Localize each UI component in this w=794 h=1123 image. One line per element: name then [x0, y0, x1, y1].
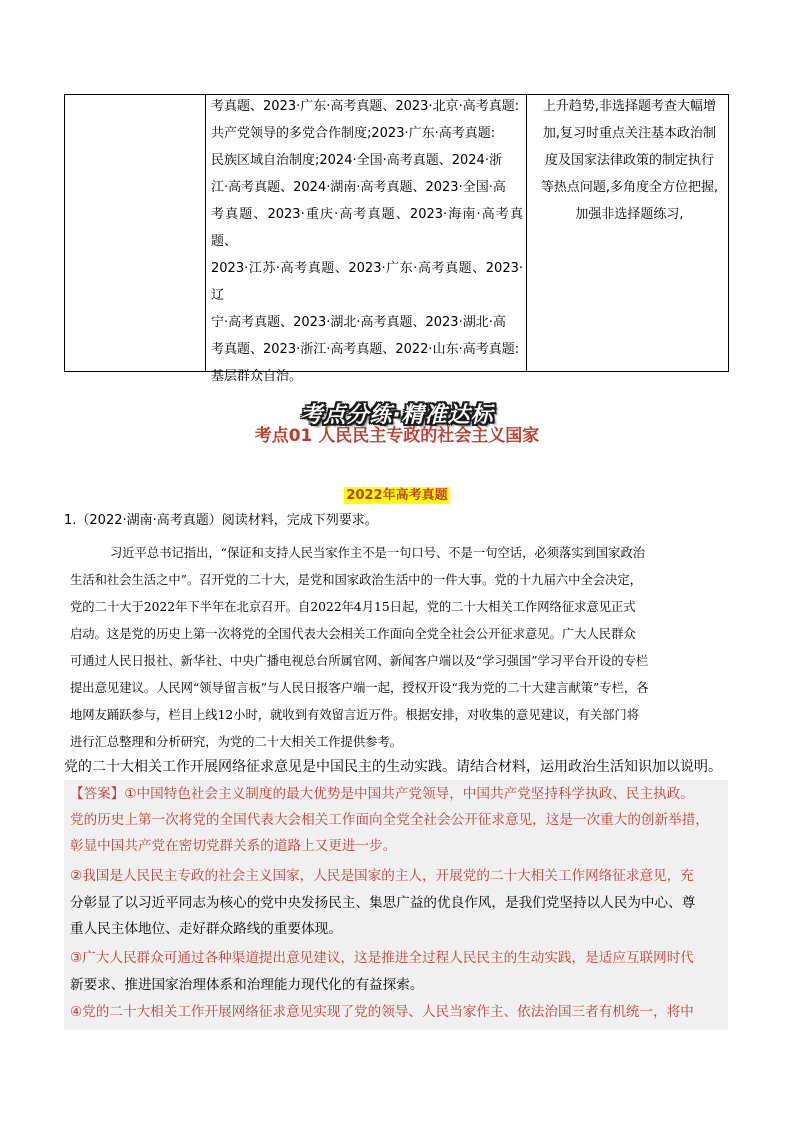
table-cell-line: 考真题、2023·浙江·高考真题、2022·山东·高考真题:: [211, 342, 520, 357]
table-divider: [526, 95, 527, 371]
table-cell-line: 2023·江苏·高考真题、2023·广东·高考真题、2023·辽: [211, 261, 523, 303]
answer-line: [70, 782, 694, 802]
answer-text: ④党的二十大相关工作开展网络征求意见实现了党的领导、人民当家作主、依法治国三者有机统一，将中: [70, 1004, 694, 1020]
material-line: 进行汇总整理和分析研究，为党的二十大相关工作提供参考。: [70, 735, 403, 749]
answer-text: 新要求、推进国家治理体系和治理能力现代化的有益探索。: [70, 977, 424, 993]
answer-text: 分彰显了以习近平同志为核心的党中央发扬民主、集思广益的优良作风，是我们党坚持以人民为中心、尊: [70, 895, 696, 911]
table-cell-line: 江·高考真题、2024·湖南·高考真题、2023·全国·高: [211, 180, 506, 195]
material-line: 生活和社会生活之中”。召开党的二十大，是党和国家政治生活中的一件大事。党的十九届六中全会决定，: [70, 573, 642, 587]
material-line: 党的二十大于2022年下半年在北京召开。自2022年4月15日起，党的二十大相关工作网络征求意见正式: [70, 600, 636, 614]
answer-text: ③广大人民群众可通过各种渠道提出意见建议，这是推进全过程人民民主的生动实践，是适应互联网时代: [70, 950, 694, 966]
table-cell-line: 基层群众自治。: [211, 369, 303, 384]
table-cell-line: 等热点问题,多角度全方位把握,: [540, 180, 719, 195]
table-cell-advice: [531, 93, 728, 228]
answer-text: ②我国是人民民主专政的社会主义国家，人民是国家的主人，开展党的二十大相关工作网络征求意见，充: [70, 868, 694, 884]
section-banner: 考点分练·精准达标: [300, 403, 494, 428]
answer-label: 【答案】: [70, 786, 125, 802]
material-line: 可通过人民日报社、新华社、中央广播电视总台所属官网、新闻客户端以及“学习强国”学习平台开设的专栏: [70, 654, 649, 668]
table-cell-line: 宁·高考真题、2023·湖北·高考真题、2023·湖北·高: [211, 315, 506, 330]
table-cell-line: 度及国家法律政策的制定执行: [544, 153, 714, 168]
table-cell-line: 上升趋势,非选择题考查大幅增: [542, 99, 717, 114]
summary-table: [64, 94, 729, 384]
table-divider: [205, 95, 206, 371]
table-cell-line: 加,复习时重点关注基本政治制: [542, 126, 717, 141]
material-line: 启动。这是党的历史上第一次将党的全国代表大会相关工作面向全党全社会公开征求意见。广大人民群众: [70, 627, 636, 641]
material-line: 地网友踊跃参与，栏目上线12小时，就收到有效留言近万件。根据安排，对收集的意见建议，有关部门将: [70, 708, 640, 722]
table-cell-line: 考真题、2023·广东·高考真题、2023·北京·高考真题:: [211, 99, 520, 114]
table-cell-line: 考真题、2023·重庆·高考真题、2023·海南·高考真题、: [211, 207, 523, 249]
material-line: 提出意见建议。人民网“领导留言板”与人民日报客户端一起，授权开设“我为党的二十大建言献策”专栏，各: [70, 681, 649, 695]
table-cell-line: 民族区域自治制度;2024·全国·高考真题、2024·浙: [211, 153, 502, 168]
table-cell-line: 共产党领导的多党合作制度;2023·广东·高考真题:: [211, 126, 496, 141]
section-title: 考点01 人民民主专政的社会主义国家: [254, 426, 540, 446]
answer-text: ①中国特色社会主义制度的最大优势是中国共产党领导，中国共产党坚持科学执政、民主执政。: [124, 786, 694, 802]
answer-text: 重人民主体地位、走好群众路线的重要体现。: [70, 921, 342, 937]
year-tag: 2022年高考真题: [346, 488, 448, 503]
reading-material: [70, 540, 730, 756]
question-prompt: 党的二十大相关工作开展网络征求意见是中国民主的生动实践。请结合材料，运用政治生活知识加以说明。: [64, 759, 722, 775]
table-cell-line: 加强非选择题练习,: [575, 207, 684, 222]
material-line: 习近平总书记指出，“保证和支持人民当家作主不是一句口号、不是一句空话，必须落实到国家政治: [110, 546, 646, 560]
answer-text: 党的历史上第一次将党的全国代表大会相关工作面向全党全社会公开征求意见，这是一次重大的创新举措，: [70, 812, 709, 828]
answer-block: [64, 780, 728, 1030]
table-cell-topics: [211, 93, 523, 390]
question-stem: 1.（2022·湖南·高考真题）阅读材料，完成下列要求。: [64, 513, 378, 528]
year-tag-wrap: [0, 484, 794, 504]
answer-text: 彰显中国共产党在密切党群关系的道路上又更进一步。: [70, 838, 397, 854]
